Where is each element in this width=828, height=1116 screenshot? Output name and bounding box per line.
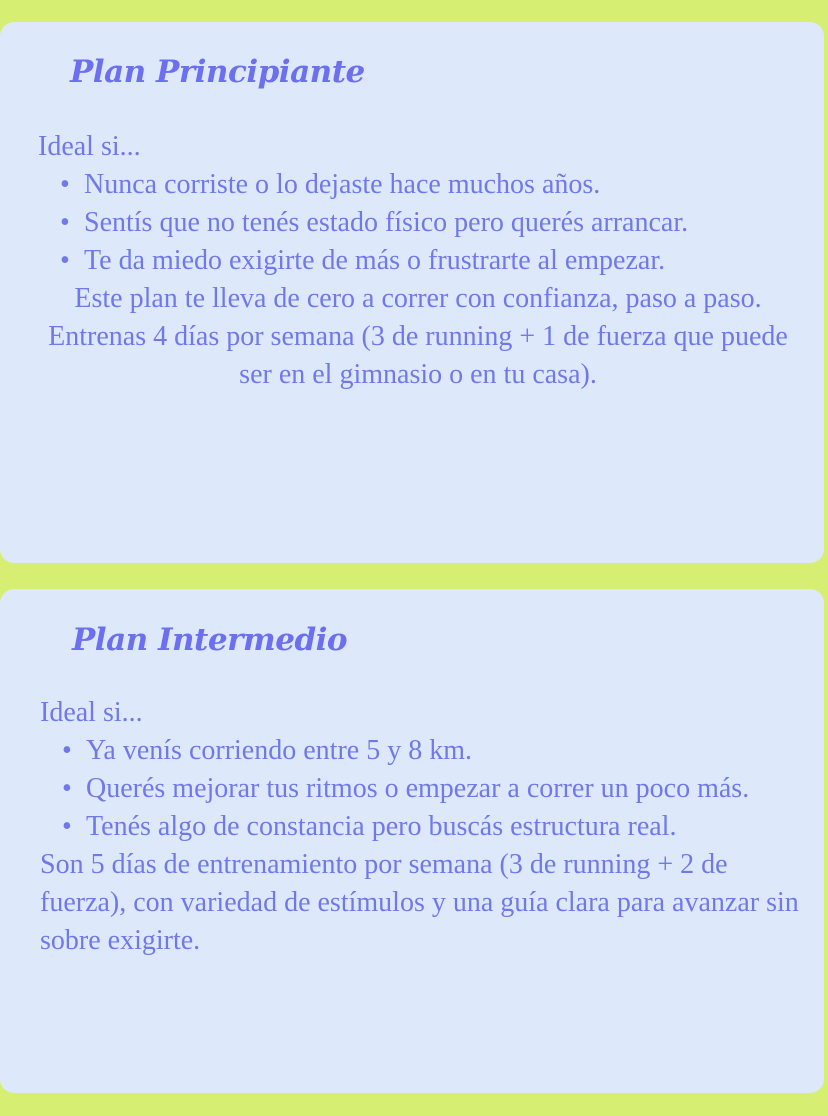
plan-title: Plan Principiante <box>70 54 365 90</box>
plan-criteria-list <box>38 166 798 280</box>
plan-intro: Ideal si... <box>38 131 141 162</box>
plan-intro: Ideal si... <box>40 697 143 728</box>
list-item: • Te da miedo exigirte de más o frustrarte al empezar. <box>84 242 798 280</box>
plan-criteria-list <box>40 732 800 846</box>
plan-card-principiante <box>0 22 824 563</box>
plan-summary: Este plan te lleva de cero a correr con confianza, paso a paso. Entrenas 4 días por semana (3 de running + 1 de fuerza que puede ser en el gimnasio o en tu casa). <box>48 283 788 390</box>
list-item: • Querés mejorar tus ritmos o empezar a correr un poco más. <box>86 770 800 808</box>
plan-card-intermedio <box>0 589 824 1093</box>
list-item: • Nunca corriste o lo dejaste hace muchos años. <box>84 166 798 204</box>
plan-description <box>40 694 800 960</box>
plan-description <box>38 128 798 394</box>
list-item: • Sentís que no tenés estado físico pero querés arrancar. <box>84 204 798 242</box>
plan-summary: Son 5 días de entrenamiento por semana (3 de running + 2 de fuerza), con variedad de estímulos y una guía clara para avanzar sin sobre exigirte. <box>40 849 799 956</box>
list-item: • Ya venís corriendo entre 5 y 8 km. <box>86 732 800 770</box>
plan-title: Plan Intermedio <box>72 622 348 658</box>
list-item: • Tenés algo de constancia pero buscás estructura real. <box>86 808 800 846</box>
